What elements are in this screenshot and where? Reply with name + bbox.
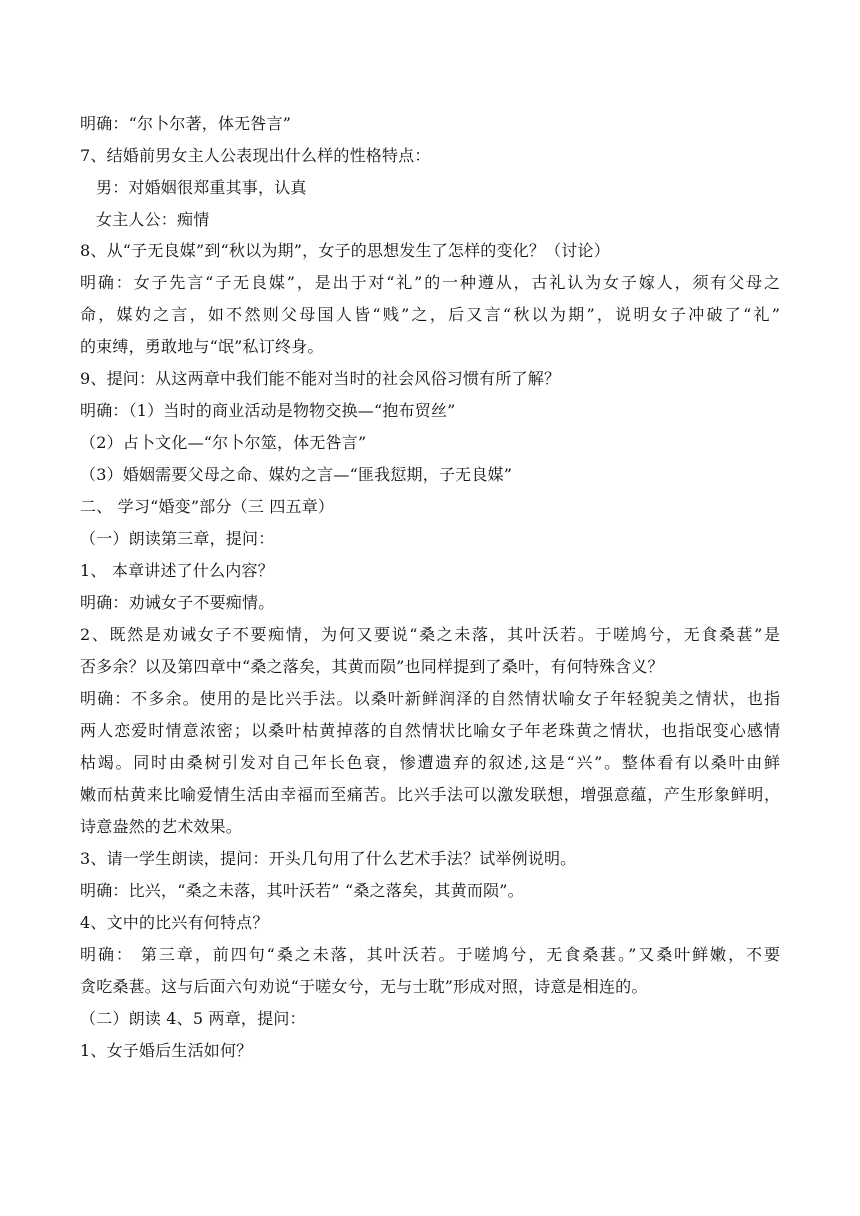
answer-line: （2）占卜文化—“尔卜尔筮，体无咎言” — [80, 433, 367, 452]
answer-line: 明确：比兴，“桑之未落，其叶沃若” “桑之落矣，其黄而陨”。 — [80, 881, 524, 900]
text-line: 男：对婚姻很郑重其事，认真 — [96, 178, 307, 197]
section-heading: 二、 学习“婚变”部分（三 四五章） — [80, 497, 335, 516]
question-line: 4、文中的比兴有何特点？ — [80, 913, 269, 932]
answer-line: 明确： 第三章，前四句“桑之未落，其叶沃若。于嗟鸠兮，无食桑葚。”又桑叶鲜嫩，不要 — [80, 945, 780, 964]
answer-line: 嫩而枯黄来比喻爱情生活由幸福而至痛苦。比兴手法可以激发联想，增强意蕴，产生形象鲜明， — [80, 785, 780, 804]
text-line: 女主人公：痴情 — [96, 210, 210, 229]
answer-line: 命，媒妁之言，如不然则父母国人皆“贱”之，后又言“秋以为期”，说明女子冲破了“礼” — [80, 305, 780, 324]
question-line: 否多余？以及第四章中“桑之落矣，其黄而陨”也同样提到了桑叶，有何特殊含义？ — [80, 657, 664, 676]
answer-line: 诗意盎然的艺术效果。 — [80, 817, 243, 836]
answer-line: 明确：不多余。使用的是比兴手法。以桑叶新鲜润泽的自然情状喻女子年轻貌美之情状，也指 — [80, 689, 780, 708]
answer-line: 明确：（1）当时的商业活动是物物交换—“抱布贸丝” — [80, 401, 456, 420]
question-line: 7、结婚前男女主人公表现出什么样的性格特点： — [80, 146, 431, 165]
answer-line: 的束缚，勇敢地与“氓”私订终身。 — [80, 337, 324, 356]
answer-line: 明确：女子先言“子无良媒”，是出于对“礼”的一种遵从，古礼认为女子嫁人，须有父母之 — [80, 273, 780, 292]
question-line: 9、提问：从这两章中我们能不能对当时的社会风俗习惯有所了解？ — [80, 369, 561, 388]
answer-line: （3）婚姻需要父母之命、媒妁之言—“匪我愆期，子无良媒” — [80, 465, 513, 484]
answer-line: 两人恋爱时情意浓密；以桑叶枯黄掉落的自然情状比喻女子年老珠黄之情状，也指氓变心感情 — [80, 721, 780, 740]
answer-line: 贪吃桑葚。这与后面六句劝说“于嗟女兮，无与士耽”形成对照，诗意是相连的。 — [80, 977, 648, 996]
question-line: 2、既然是劝诫女子不要痴情，为何又要说“桑之未落，其叶沃若。于嗟鸠兮，无食桑葚”是 — [80, 625, 780, 644]
question-line: 1、 本章讲述了什么内容？ — [80, 561, 274, 580]
subsection-heading: （一）朗读第三章，提问： — [80, 529, 275, 548]
question-line: 3、请一学生朗读，提问：开头几句用了什么艺术手法？试举例说明。 — [80, 849, 577, 868]
text-line: 明确：“尔卜尔著，体无咎言” — [80, 114, 292, 133]
subsection-heading: （二）朗读 4、5 两章，提问： — [80, 1009, 306, 1028]
question-line: 1、女子婚后生活如何？ — [80, 1041, 253, 1060]
answer-line: 明确：劝诫女子不要痴情。 — [80, 593, 275, 612]
answer-line: 枯竭。同时由桑树引发对自己年长色衰，惨遭遗弃的叙述,这是“兴”。整体看有以桑叶由鲜 — [80, 753, 780, 772]
question-line: 8、从“子无良媒”到“秋以为期”，女子的思想发生了怎样的变化？（讨论） — [80, 241, 610, 260]
